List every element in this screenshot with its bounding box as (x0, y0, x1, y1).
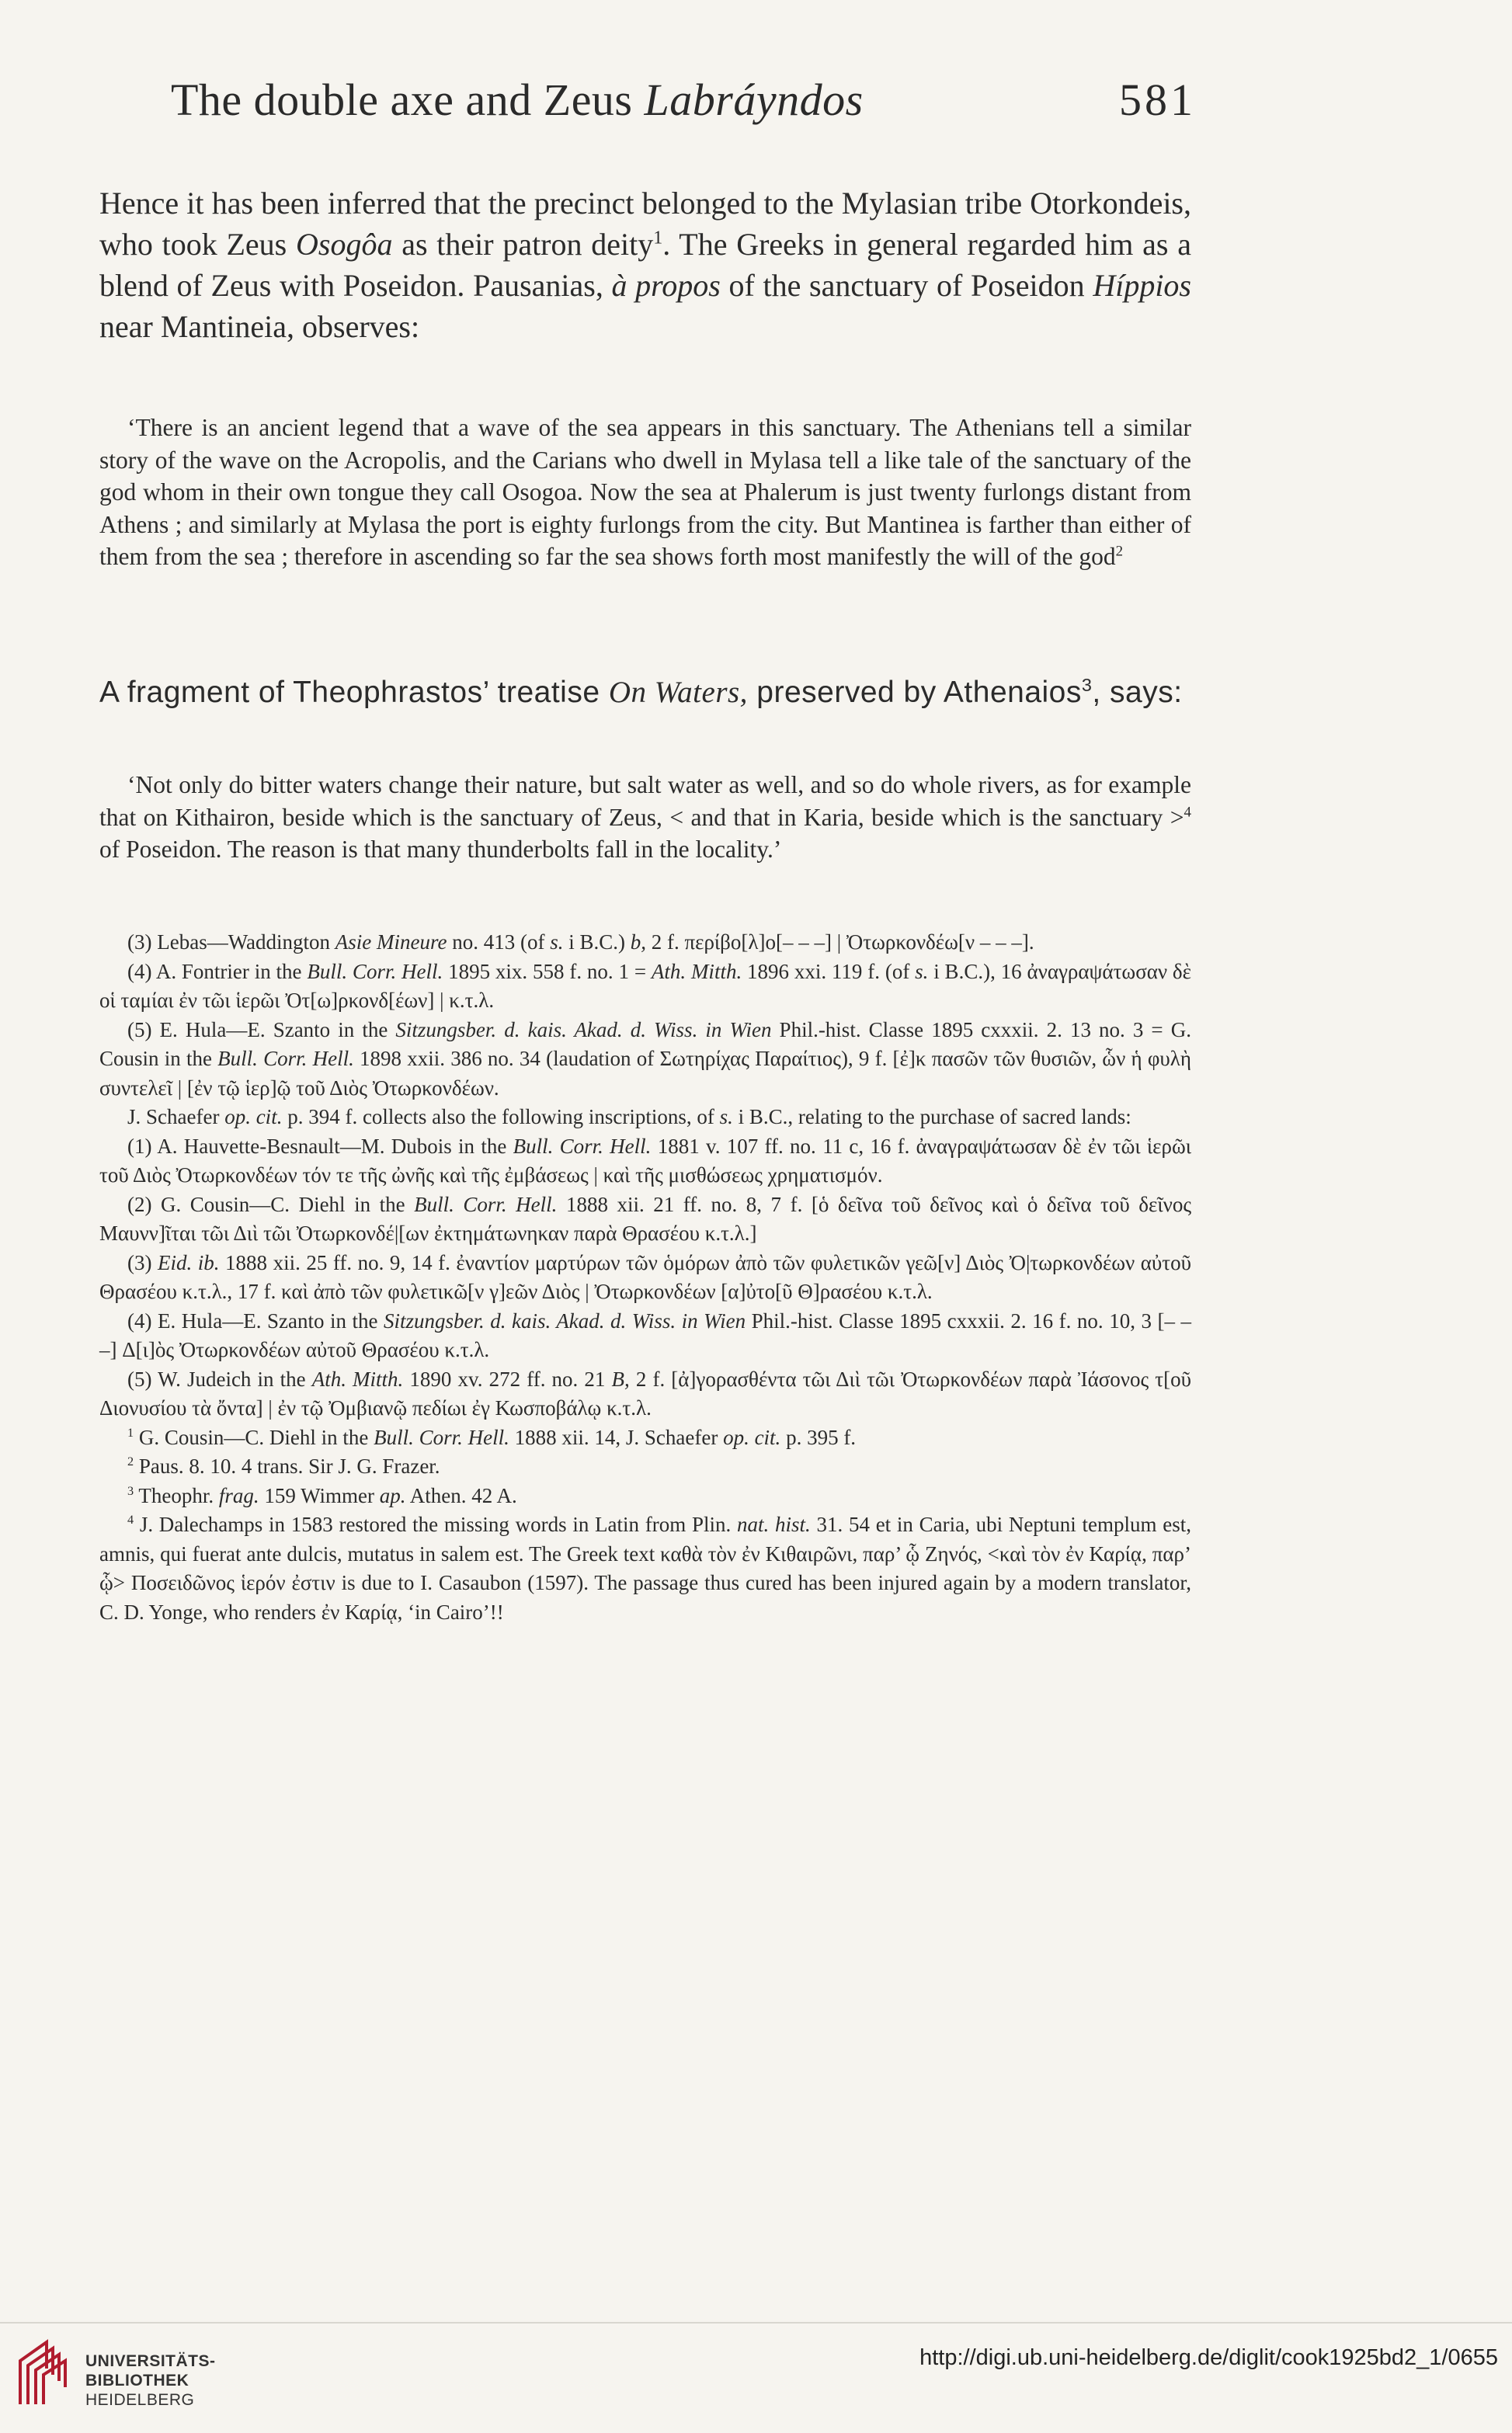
text-italic: Bull. Corr. Hell. (513, 1134, 652, 1158)
footnote-ref: 1 (653, 228, 663, 249)
text-run: (5) W. Judeich in the (127, 1367, 312, 1391)
inscription-1 (99, 1132, 1191, 1190)
quote-text: ‘Not only do bitter waters change their nature, but salt water as well, and so do whole rivers, as for example that on Kithairon, beside which is the sanctuary of Zeus, < and that in Karia, beside which is the sanctuary > (99, 771, 1191, 831)
text-run: (3) (127, 1250, 158, 1274)
text-italic: Bull. Corr. Hell. (217, 1047, 354, 1070)
text-run: (4) E. Hula—E. Szanto in the (127, 1309, 384, 1333)
text-run: 1896 xxi. 119 f. (of (742, 959, 916, 983)
text-run: Theophr. (134, 1483, 219, 1507)
text-run: i B.C., relating to the purchase of sacred lands: (732, 1105, 1131, 1128)
text-run: preserved by Athenaios (747, 676, 1082, 709)
footnotes (99, 928, 1191, 1627)
footnote-ref: 3 (1081, 675, 1093, 695)
text-italic: s. (719, 1105, 733, 1128)
library-name-line: UNIVERSITÄTS- (85, 2352, 216, 2370)
footer-divider (0, 2322, 1512, 2324)
text-run: (4) A. Fontrier in the (127, 959, 308, 983)
inscription-2 (99, 1190, 1191, 1249)
text-run: i B.C.), 16 ἀναγραψάτωσαν δὲ οἱ ταμίαι ἐν τῶι ἱερῶι Ὀτ[ω]ρκονδ[έων] | κ.τ.λ. (99, 959, 1191, 1012)
text-run: Phil.-hist. Classe 1895 cxxxii. 2. 16 f. no. 10, 3 [– – –] Δ[ι]ὸς Ὀτωρκονδέων αὐτοῦ Θρασέου κ.τ.λ. (99, 1309, 1191, 1361)
text-run: i B.C.) (563, 930, 631, 954)
text-run: (5) E. Hula—E. Szanto in the (127, 1017, 396, 1041)
library-name (85, 2351, 216, 2410)
text-run: Phil.-hist. Classe 1895 cxxxii. 2. 13 no. 3 = G. Cousin in the (99, 1017, 1191, 1070)
text-run: no. 413 (of (447, 930, 551, 954)
text-italic: Eid. ib. (158, 1250, 220, 1274)
text-run: near Mantineia, observes: (99, 309, 420, 344)
running-head (171, 74, 1196, 126)
footnote-3 (99, 1482, 1191, 1511)
quote-text: of Poseidon. The reason is that many thunderbolts fall in the locality.’ (99, 836, 782, 863)
text-run: 1881 v. 107 ff. no. 11 c, 16 f. ἀναγραψάτωσαν δὲ ἐν τῶι ἱερῶι τοῦ Διὸς Ὀτωρκονδέων τόν τε τῆς ὠνῆς καὶ τῆς ἐμβάσεως | καὶ τῆς μισθώσεως χρηματισμόν. (99, 1134, 1191, 1187)
text-run: 159 Wimmer (259, 1483, 380, 1507)
paragraph-theophrastos (99, 672, 1191, 713)
text-run: Paus. 8. 10. 4 trans. Sir J. G. Frazer. (134, 1455, 440, 1478)
text-run: 1898 xxii. 386 no. 34 (laudation of Σωτηρίχας Παραίτιος), 9 f. [ἐ]κ πασῶν τῶν θυσιῶν, ὧν ἡ φυλὴ συντελεῖ | [ἐν τῷ ἱερ]ῷ τοῦ Διὸς Ὀτωρκονδέων. (99, 1047, 1191, 1100)
text-run: J. Dalechamps in 1583 restored the missing words in Latin from Plin. (134, 1513, 737, 1536)
text-italic: B, (611, 1367, 630, 1391)
text-run: p. 394 f. collects also the following inscriptions, of (282, 1105, 720, 1128)
text-run: G. Cousin—C. Diehl in the (134, 1425, 374, 1449)
page-number: 581 (1119, 75, 1196, 125)
text-run: 31. 54 et in Caria, ubi Neptuni templum est, amnis, qui fuerat ante dulcis, mutatus in salem est. The Greek text καθὰ τὸν ἐν Κιθαιρῶνι, παρ’ ᾧ Ζηνός, <καὶ τὸν ἐν Καρίᾳ, παρ’ ᾧ> Ποσειδῶνος ἱερόν ἐστιν is due to I. Casaubon (1597). The passage thus cured has been injured again by a modern translator, C. D. Yonge, who renders ἐν Καρίᾳ, ‘in Cairo’!! (99, 1513, 1191, 1624)
text-run: (2) G. Cousin—C. Diehl in the (127, 1192, 415, 1216)
footnote-number: 3 (127, 1483, 134, 1498)
text-italic: b, (630, 930, 646, 954)
text-italic: Híppios (1093, 268, 1191, 303)
quotation-pausanias (99, 412, 1191, 573)
text-italic: op. cit. (723, 1425, 781, 1449)
inscription-4 (99, 1307, 1191, 1365)
text-italic: ap. (379, 1483, 406, 1507)
text-run: 1890 xv. 272 ff. no. 21 (403, 1367, 612, 1391)
note-4 (99, 958, 1191, 1016)
chapter-title-plain: The double axe and Zeus (171, 75, 645, 125)
footnote-ref: 4 (1184, 804, 1191, 820)
library-name-line: HEIDELBERG (85, 2391, 195, 2409)
text-italic: s. (550, 930, 564, 954)
text-run: p. 395 f. (780, 1425, 857, 1449)
text-run: as their patron deity (392, 227, 654, 262)
footnote-1 (99, 1423, 1191, 1453)
footnote-number: 4 (127, 1513, 134, 1527)
text-italic: Asie Mineure (335, 930, 447, 954)
footnote-2 (99, 1452, 1191, 1482)
footnote-ref: 2 (1115, 543, 1124, 560)
text-run: of the sanctuary of Poseidon (720, 268, 1093, 303)
text-run: 1888 xii. 25 ff. no. 9, 14 f. ἐναντίον μαρτύρων τῶν ὁμόρων ἀπὸ τῶν φυλετικῶν γεῶ[ν] Διὸς Ὀ|τωρκονδέων αὐτοῦ Θρασέου κ.τ.λ., 17 f. καὶ ἀπὸ τῶν φυλετικῶ[ν γ]εῶν Διὸς | Ὀτωρκονδέων [α]ὐτο[ῦ Θ]ρασέου κ.τ.λ. (99, 1250, 1192, 1303)
text-run: Hence it has been inferred that the precinct belonged to the Mylasian tribe Otorkondeis, who took Zeus (99, 186, 1191, 262)
text-run: 2 f. περίβο[λ]ο[– – –] | Ὀτωρκονδέω[ν – – –]. (645, 930, 1034, 954)
text-italic: Ath. Mitth. (311, 1367, 404, 1391)
text-italic: s. (915, 959, 929, 983)
text-run: 1895 xix. 558 f. no. 1 = (443, 959, 652, 983)
text-italic: à propos (611, 268, 721, 303)
note-3 (99, 928, 1191, 958)
footnote-4 (99, 1510, 1191, 1627)
chapter-title (171, 75, 864, 125)
text-italic: Ath. Mitth. (651, 959, 742, 983)
inscription-5 (99, 1365, 1191, 1423)
text-italic: Sitzungsber. d. kais. Akad. d. Wiss. in Wien (384, 1309, 746, 1333)
text-italic: frag. (218, 1483, 259, 1507)
text-run: 2 f. [ἀ]γορασθέντα τῶι Διὶ τῶι Ὀτωρκονδέων παρὰ Ἰάσονος τ[οῦ Διονυσίου τὰ ὄντα] | ἐν τῷ Ὀμβιανῷ πεδίωι ἐγ Κωσποβάλῳ κ.τ.λ. (99, 1367, 1191, 1420)
text-run: 1888 xii. 21 ff. no. 8, 7 f. [ὁ δεῖνα τοῦ δεῖνος καὶ ὁ δεῖνα τοῦ δεῖνος Μαυνν]ῖται τῶι Διὶ τῶι Ὀτωρκονδέ|[ων ἐκτημάτωνηκαν παρὰ Θρασέου κ.τ.λ.] (99, 1192, 1192, 1245)
paragraph-intro (99, 182, 1191, 347)
text-run: , says: (1092, 676, 1183, 709)
digitization-footer (0, 2322, 1512, 2433)
quotation-theophrastos (99, 769, 1191, 866)
note-5 (99, 1016, 1191, 1104)
text-run: J. Schaefer (127, 1105, 225, 1128)
text-run: (3) Lebas—Waddington (127, 930, 335, 954)
quote-text: ‘There is an ancient legend that a wave of the sea appears in this sanctuary. The Athenians tell a similar story of the wave on the Acropolis, and the Carians who dwell in Mylasa tell a like tale of the sanctuary of the god whom in their own tongue they call Osogoa. Now the sea at Phalerum is just twenty furlongs distant from Athens ; and similarly at Mylasa the port is eighty furlongs from the city. But Mantinea is farther than either of them from the sea ; therefore in ascending so far the sea shows forth most manifestly the will of the god (99, 414, 1191, 570)
chapter-title-italic: Labráyndos (644, 75, 864, 125)
text-italic: Bull. Corr. Hell. (414, 1192, 558, 1216)
text-italic: op. cit. (224, 1105, 283, 1128)
footnote-number: 1 (127, 1425, 134, 1440)
note-schaefer (99, 1103, 1191, 1132)
permalink-url[interactable]: http://digi.ub.uni-heidelberg.de/diglit/cook1925bd2_1/0655 (919, 2345, 1498, 2370)
library-logo-icon (16, 2337, 70, 2409)
inscription-3 (99, 1249, 1191, 1307)
text-italic: On Waters, (608, 676, 748, 709)
text-run: 1888 xii. 14, J. Schaefer (509, 1425, 724, 1449)
text-run: Athen. 42 A. (405, 1483, 517, 1507)
text-run: A fragment of Theophrastos’ treatise (99, 676, 609, 709)
text-italic: Bull. Corr. Hell. (307, 959, 443, 983)
library-name-line: BIBLIOTHEK (85, 2372, 189, 2390)
footnote-number: 2 (127, 1455, 134, 1468)
text-run: (1) A. Hauvette-Besnault—M. Dubois in the (127, 1134, 513, 1158)
text-run: . The Greeks in general regarded him as a blend of Zeus with Poseidon. Pausanias, (99, 227, 1191, 303)
text-italic: Osogôa (296, 227, 393, 262)
text-italic: Sitzungsber. d. kais. Akad. d. Wiss. in Wien (395, 1017, 772, 1041)
text-italic: Bull. Corr. Hell. (374, 1425, 509, 1449)
text-italic: nat. hist. (737, 1513, 811, 1536)
